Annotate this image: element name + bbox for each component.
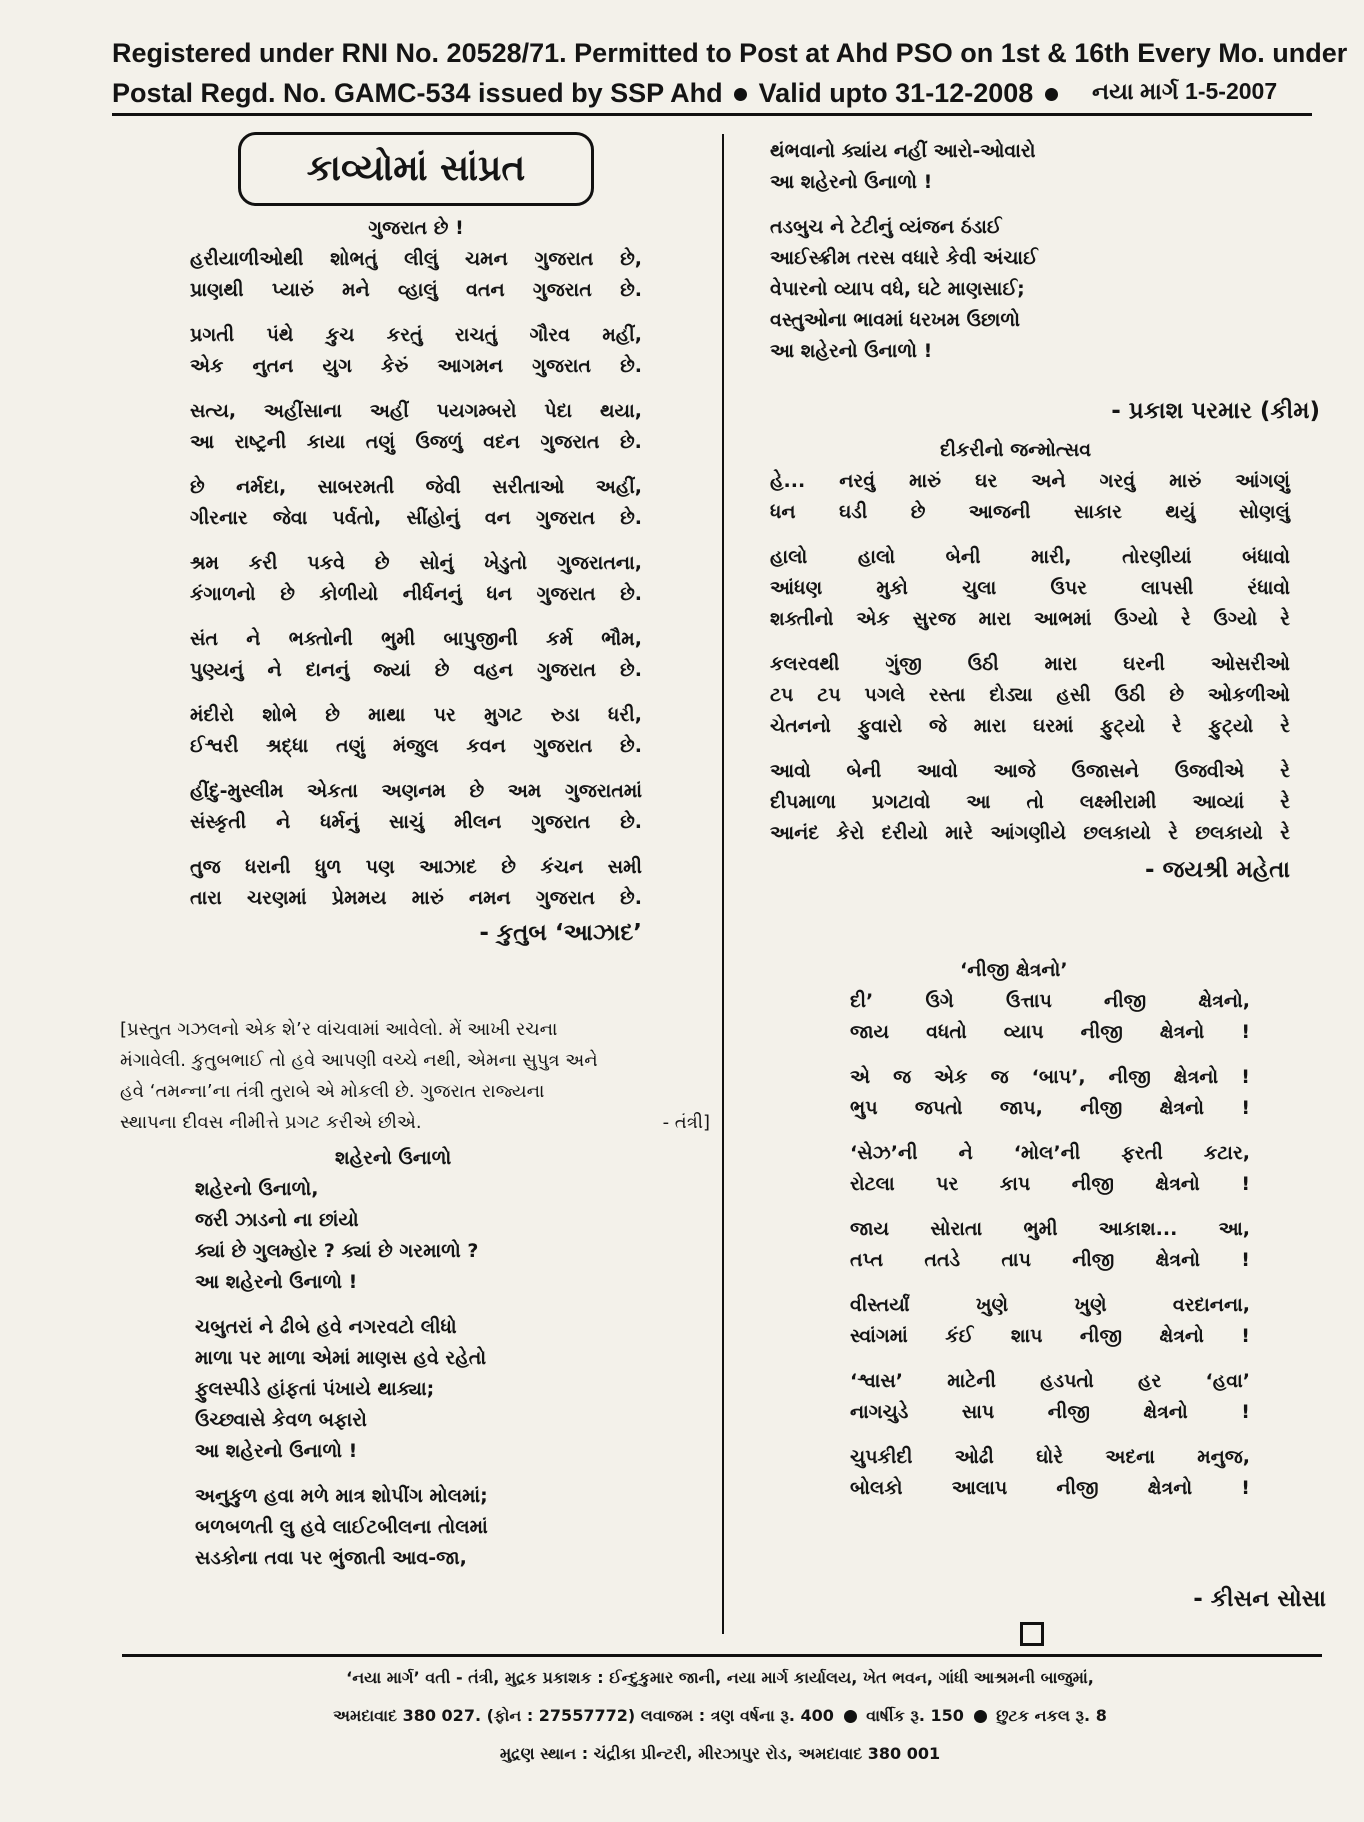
- poem-author: - જયશ્રી મહેતા: [1145, 857, 1290, 883]
- poem-line: જરી ઝાડનો ના છાંયો: [195, 1209, 359, 1231]
- poem-line: પ્રગતી પંથે કુચ કરતું રાચતું ગૌરવ મહીં,: [190, 324, 642, 346]
- poem-line: સડકોના તવા પર ભુંજાતી આવ-જા,: [195, 1547, 467, 1569]
- poem-line: હરીયાળીઓથી શોભતું લીલું ચમન ગુજરાત છે,: [190, 248, 642, 270]
- poem-line: જાય સોરાતા ભુમી આકાશ... આ,: [850, 1218, 1250, 1240]
- poem-line: સ્વાંગમાં કંઈ શાપ નીજી ક્ષેત્રનો !: [850, 1325, 1250, 1347]
- poem-author: - કીસન સોસા: [1193, 1586, 1326, 1612]
- poem-author: - પ્રકાશ પરમાર (કીમ): [1111, 398, 1320, 424]
- poem-line: ઉચ્છ્વાસે કેવળ બફારો: [195, 1409, 367, 1431]
- poem-line: ‘સેઝ’ની ને ‘મોલ’ની ફરતી કટાર,: [850, 1142, 1250, 1164]
- poem-line: હાલો હાલો બેની મારી, તોરણીયાં બંધાવો: [770, 546, 1290, 568]
- poem-line: વીસ્તર્યાં ખુણે ખુણે વરદાનના,: [850, 1294, 1250, 1316]
- note-signature: - તંત્રી]: [662, 1112, 710, 1133]
- poem-line: બળબળતી લુ હવે લાઈટબીલના તોલમાં: [195, 1516, 488, 1538]
- bullet-icon: [844, 1710, 857, 1723]
- footer-rule: [122, 1654, 1322, 1657]
- end-mark-icon: [1020, 1622, 1044, 1646]
- footer-line-2: અમદાવાદ 380 027. (ફોન : 27557772) લવાજમ : ત્રણ વર્ષના રૂ. 400 વાર્ષીક રૂ. 150 છુટક નકલ રૂ. 8: [333, 1706, 1107, 1725]
- poem-line: ધન ઘડી છે આજની સાકાર થયું સોણલું: [770, 501, 1290, 523]
- poem-line: છે નર્મદા, સાબરમતી જેવી સરીતાઓ અહીં,: [190, 476, 642, 498]
- poem-line: આ શહેરનો ઉનાળો !: [195, 1271, 358, 1293]
- poem-line: આ શહેરનો ઉનાળો !: [770, 340, 933, 362]
- poem-line: હીંદુ-મુસ્લીમ એકતા અણનમ છે અમ ગુજરાતમાં: [190, 780, 642, 802]
- poem-line: આ શહેરનો ઉનાળો !: [195, 1440, 358, 1462]
- poem-line: ઈશ્વરી શ્રદ્ધા તણું મંજુલ કવન ગુજરાત છે.: [190, 735, 642, 757]
- registration-line: Registered under RNI No. 20528/71. Permitted to Post at Ahd PSO on 1st & 16th Every Mo. under: [112, 38, 1348, 68]
- poem-line: આંધણ મુકો ચુલા ઉપર લાપસી રંધાવો: [770, 577, 1290, 599]
- poem-line: કંગાળનો છે કોળીયો નીર્ધનનું ધન ગુજરાત છે.: [190, 583, 642, 605]
- poem-line: તુજ ધરાની ધુળ પણ આઝાદ છે કંચન સમી: [190, 856, 642, 878]
- note-line: મંગાવેલી. કુતુબભાઈ તો હવે આપણી વચ્ચે નથી, એમના સુપુત્ર અને: [120, 1050, 598, 1071]
- postal-line: [112, 78, 1312, 109]
- poem-line: તપ્ત તતડે તાપ નીજી ક્ષેત્રનો !: [850, 1249, 1250, 1271]
- poem-line: હે... નરવું મારું ઘર અને ગરવું મારું આંગણું: [770, 470, 1290, 492]
- poem-line: તારા ચરણમાં પ્રેમમય મારું નમન ગુજરાત છે.: [190, 887, 642, 909]
- poem-line: ‘શ્વાસ’ માટેની હડપતો હર ‘હવા’: [850, 1370, 1250, 1392]
- poem-line: નાગચુડે સાપ નીજી ક્ષેત્રનો !: [850, 1401, 1250, 1423]
- poem-line: વસ્તુઓના ભાવમાં ધરખમ ઉછાળો: [770, 309, 1020, 331]
- poem-line: ચુપકીદી ઓઢી ઘોરે અદના મનુજ,: [850, 1446, 1250, 1468]
- note-line: સ્થાપના દીવસ નીમીત્તે પ્રગટ કરીએ છીએ.: [120, 1112, 422, 1133]
- poem-line: પુણ્યનું ને દાનનું જ્યાં છે વહન ગુજરાત છે.: [190, 659, 642, 681]
- poem-title: ‘નીજી ક્ષેત્રનો’: [960, 959, 1068, 981]
- bullet-icon: [734, 88, 747, 101]
- postal-registration: Postal Regd. No. GAMC-534 issued by SSP Ahd: [112, 78, 723, 108]
- poem-line: એક નુતન યુગ કેરું આગમન ગુજરાત છે.: [190, 355, 642, 377]
- summer-poem-part1: [195, 1142, 635, 1574]
- poem-line: આ રાષ્ટ્રની કાયા તણું ઉજળું વદન ગુજરાત છે.: [190, 431, 642, 453]
- poem-title: ગુજરાત છે !: [368, 217, 464, 239]
- poem-line: જાય વધતો વ્યાપ નીજી ક્ષેત્રનો !: [850, 1021, 1250, 1043]
- poem-line: બોલકો આલાપ નીજી ક્ષેત્રનો !: [850, 1477, 1250, 1499]
- poem-line: ચેતનનો ફુવારો જે મારા ઘરમાં ફુટ્યો રે ફુટ્યો રે: [770, 715, 1290, 737]
- poem-title: દીકરીનો જન્મોત્સવ: [940, 439, 1092, 461]
- poem-line: મંદીરો શોભે છે માથા પર મુગટ રુડા ધરી,: [190, 704, 642, 726]
- footer-line-3: મુદ્રણ સ્થાન : ચંદ્રીકા પ્રીન્ટરી, મીરઝાપુર રોડ, અમદાવાદ 380 001: [499, 1744, 941, 1763]
- poem-line: ફુલસ્પીડે હાંફતાં પંખાયે થાક્યા;: [195, 1378, 435, 1400]
- editor-note: [120, 1014, 710, 1138]
- bullet-icon: [974, 1710, 987, 1723]
- poem-line: રોટલા પર કાપ નીજી ક્ષેત્રનો !: [850, 1173, 1250, 1195]
- poem-line: સંસ્કૃતી ને ધર્મનું સાચું મીલન ગુજરાત છે.: [190, 811, 642, 833]
- poem-line: ભુપ જપતો જાપ, નીજી ક્ષેત્રનો !: [850, 1097, 1250, 1119]
- poem-line: એ જ એક જ ‘બાપ’, નીજી ક્ષેત્રનો !: [850, 1066, 1250, 1088]
- poem-line: ક્યાં છે ગુલમ્હોર ? ક્યાં છે ગરમાળો ?: [195, 1240, 479, 1262]
- poem-line: ટપ ટપ પગલે રસ્તા દોડ્યા હસી ઉઠી છે ઓકળીઓ: [770, 684, 1290, 706]
- note-line: [પ્રસ્તુત ગઝલનો એક શે’ર વાંચવામાં આવેલો. મેં આખી રચના: [120, 1019, 558, 1040]
- poem-line: આવો બેની આવો આજે ઉજાસને ઉજવીએ રે: [770, 760, 1290, 782]
- poem-line: આનંદ કેરો દરીયો મારે આંગણીયે છલકાયો રે છલકાયો રે: [770, 822, 1290, 844]
- summer-poem-part2: [770, 136, 1250, 367]
- poem-line: વેપારનો વ્યાપ વધે, ઘટે માણસાઈ;: [770, 278, 1025, 300]
- poem-line: આઈસ્ક્રીમ તરસ વધારે કેવી અંચાઈ: [770, 247, 1038, 269]
- poem-line: માળા પર માળા એમાં માણસ હવે રહેતો: [195, 1347, 487, 1369]
- footer-line-1: ‘નયા માર્ગ’ વતી - તંત્રી, મુદ્રક પ્રકાશક : ઈન્દુકુમાર જાની, નયા માર્ગ કાર્યાલય, ખેત ભવન, ગાંધી આશ્રમની બાજુમાં,: [346, 1668, 1094, 1687]
- left-column: [190, 212, 642, 950]
- poem-line: કલરવથી ગુંજી ઉઠી મારા ઘરની ઓસરીઓ: [770, 653, 1290, 675]
- author-summer: [900, 394, 1320, 428]
- poem-line: શ્રમ કરી પકવે છે સોનું ખેડુતો ગુજરાતના,: [190, 552, 642, 574]
- column-divider: [722, 134, 724, 1634]
- poem-line: સંત ને ભક્તોની ભુમી બાપુજીની કર્મ ભૌમ,: [190, 628, 642, 650]
- poem-line: દીપમાળા પ્રગટાવો આ તો લક્ષ્મીરામી આવ્યાં રે: [770, 791, 1290, 813]
- poem-line: શક્તીનો એક સુરજ મારા આભમાં ઉગ્યો રે ઉગ્યો રે: [770, 608, 1290, 630]
- poem-line: ગીરનાર જેવા પર્વતો, સીંહોનું વન ગુજરાત છે.: [190, 507, 642, 529]
- poem-gujarat: [190, 244, 642, 914]
- section-title: કાવ્યોમાં સાંપ્રત: [238, 132, 594, 206]
- poem-title: શહેરનો ઉનાળો: [335, 1147, 452, 1169]
- poem-author: - કુતુબ ‘આઝાદ’: [479, 920, 642, 946]
- poem-line: તડબુચ ને ટેટીનું વ્યંજન ઠંડાઈ: [770, 216, 1002, 238]
- note-line: હવે ‘તમન્ના’ના તંત્રી તુરાબે એ મોકલી છે. ગુજરાત રાજ્યના: [120, 1081, 545, 1102]
- validity: Valid upto 31-12-2008: [758, 78, 1034, 108]
- poem-line: આ શહેરનો ઉનાળો !: [770, 171, 933, 193]
- poem-line: ચબુતરાં ને ઢીબે હવે નગરવટો લીધો: [195, 1316, 457, 1338]
- poem-line: અનુકુળ હવા મળે માત્ર શોપીંગ મોલમાં;: [195, 1485, 488, 1507]
- poem-line: થંભવાનો ક્યાંય નહીં આરો-ઓવારો: [770, 140, 1036, 162]
- poem-line: શહેરનો ઉનાળો,: [195, 1178, 319, 1200]
- poem-line: પ્રાણથી પ્યારું મને વ્હાલું વતન ગુજરાત છે.: [190, 279, 642, 301]
- bullet-icon: [1045, 88, 1058, 101]
- poem-line: દી’ ઉગે ઉત્તાપ નીજી ક્ષેત્રનો,: [850, 990, 1250, 1012]
- issue-date: નયા માર્ગ 1-5-2007: [1092, 78, 1278, 104]
- private-sector-poem: [850, 954, 1250, 1504]
- daughter-poem: [770, 434, 1290, 887]
- header-rule: [112, 113, 1312, 116]
- author-private: [1000, 1582, 1326, 1616]
- poem-line: સત્ય, અહીંસાના અહીં પયગમ્બરો પેદા થયા,: [190, 400, 642, 422]
